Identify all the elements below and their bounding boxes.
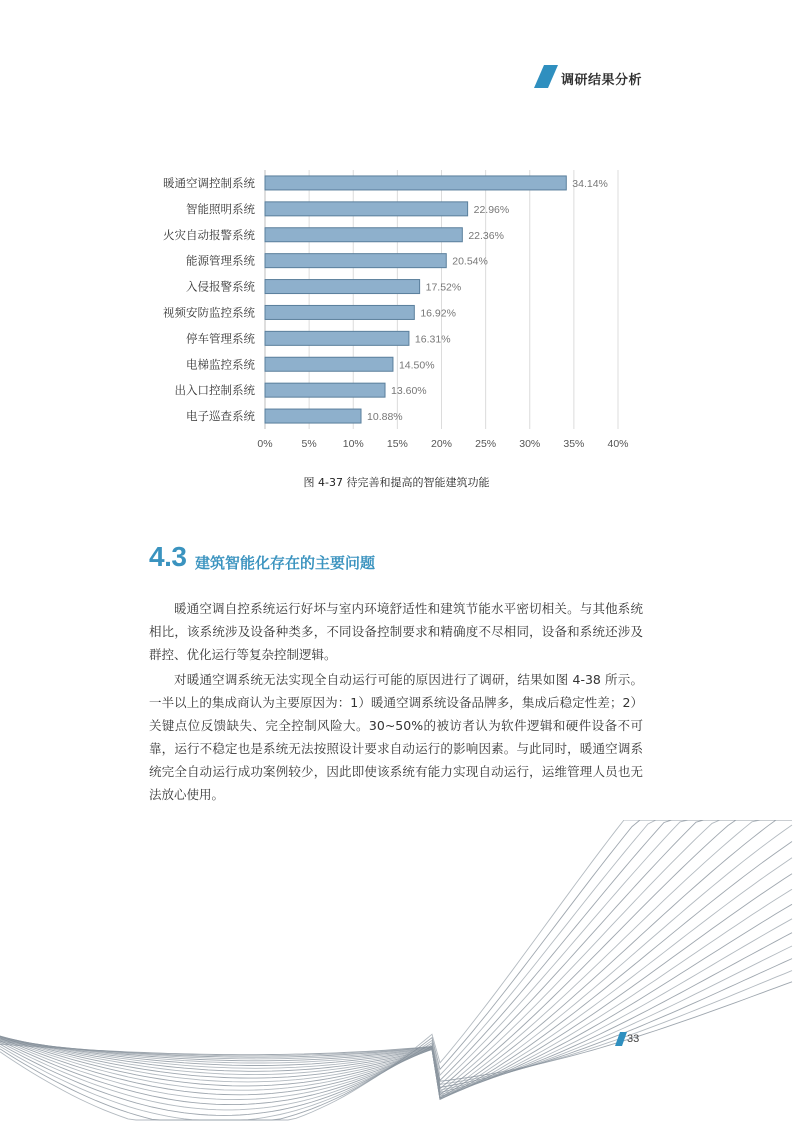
category-label: 火灾自动报警系统	[163, 227, 255, 242]
header-title: 调研结果分析	[561, 73, 643, 88]
category-label: 电子巡查系统	[186, 409, 255, 424]
wave-line	[0, 889, 792, 1098]
data-label: 13.60%	[391, 385, 427, 398]
section-number: 4.3	[149, 541, 187, 572]
bar	[265, 254, 446, 268]
paragraph-1: 暖通空调自控系统运行好坏与室内环境舒适性和建筑节能水平密切相关。与其他系统相比，该系统涉及设备种类多，不同设备控制要求和精确度不尽相同，设备和系统还涉及群控、优化运行等复杂控制逻辑。	[149, 601, 643, 662]
x-tick-label: 35%	[563, 438, 585, 450]
category-label: 能源管理系统	[186, 253, 255, 268]
data-label: 16.92%	[420, 307, 456, 320]
category-label: 停车管理系统	[186, 331, 255, 346]
bar-chart	[0, 0, 793, 470]
data-label: 10.88%	[367, 411, 403, 424]
x-tick-label: 5%	[301, 438, 317, 450]
x-tick-label: 30%	[519, 438, 541, 450]
section-title: 建筑智能化存在的主要问题	[195, 554, 376, 572]
data-label: 22.36%	[468, 229, 504, 242]
category-label: 视频安防监控系统	[163, 305, 255, 320]
category-label: 出入口控制系统	[174, 383, 255, 398]
bar	[265, 228, 462, 242]
category-label: 入侵报警系统	[186, 279, 255, 294]
wave-line	[0, 820, 792, 1110]
data-label: 14.50%	[398, 359, 435, 372]
data-label: 17.52%	[425, 281, 462, 294]
category-label: 暖通空调控制系统	[163, 175, 255, 190]
bar	[265, 280, 420, 294]
bar	[265, 331, 409, 345]
paragraph-2: 对暖通空调系统无法实现全自动运行可能的原因进行了调研，结果如图 4-38 所示。一半以上的集成商认为主要原因为：1）暖通空调系统设备品牌多，集成后稳定性差；2）关键点位反馈缺失、完全控制风险大。30~50%的被访者认为软件逻辑和硬件设备不可靠，运行不稳定也是系统无法按照设计要求自动运行的影响因素。与此同时，暖通空调系统完全自动运行成功案例较少，因此即使该系统有能力实现自动运行，运维管理人员也无法放心使用。	[149, 672, 643, 802]
page-accent-icon	[614, 1030, 628, 1048]
bar	[265, 383, 385, 397]
category-label: 电梯监控系统	[186, 357, 255, 372]
x-tick-label: 40%	[607, 438, 629, 450]
data-label: 34.14%	[572, 177, 608, 190]
x-tick-label: 10%	[342, 438, 364, 450]
x-tick-label: 0%	[257, 438, 273, 450]
decorative-wave-lines	[0, 820, 793, 1122]
category-label: 智能照明系统	[186, 201, 255, 216]
data-label: 20.54%	[452, 255, 488, 268]
bar	[265, 357, 393, 371]
figure-caption: 图 4-37 待完善和提高的智能建筑功能	[303, 476, 490, 489]
bar	[265, 409, 361, 423]
x-tick-label: 15%	[386, 438, 408, 450]
data-label: 22.96%	[473, 203, 510, 216]
data-label: 16.31%	[414, 333, 451, 346]
x-tick-label: 25%	[475, 438, 497, 450]
bar	[265, 305, 414, 319]
page-number: 33	[627, 1033, 640, 1045]
bar	[265, 176, 566, 190]
x-tick-label: 20%	[430, 438, 453, 450]
bar	[265, 202, 468, 216]
